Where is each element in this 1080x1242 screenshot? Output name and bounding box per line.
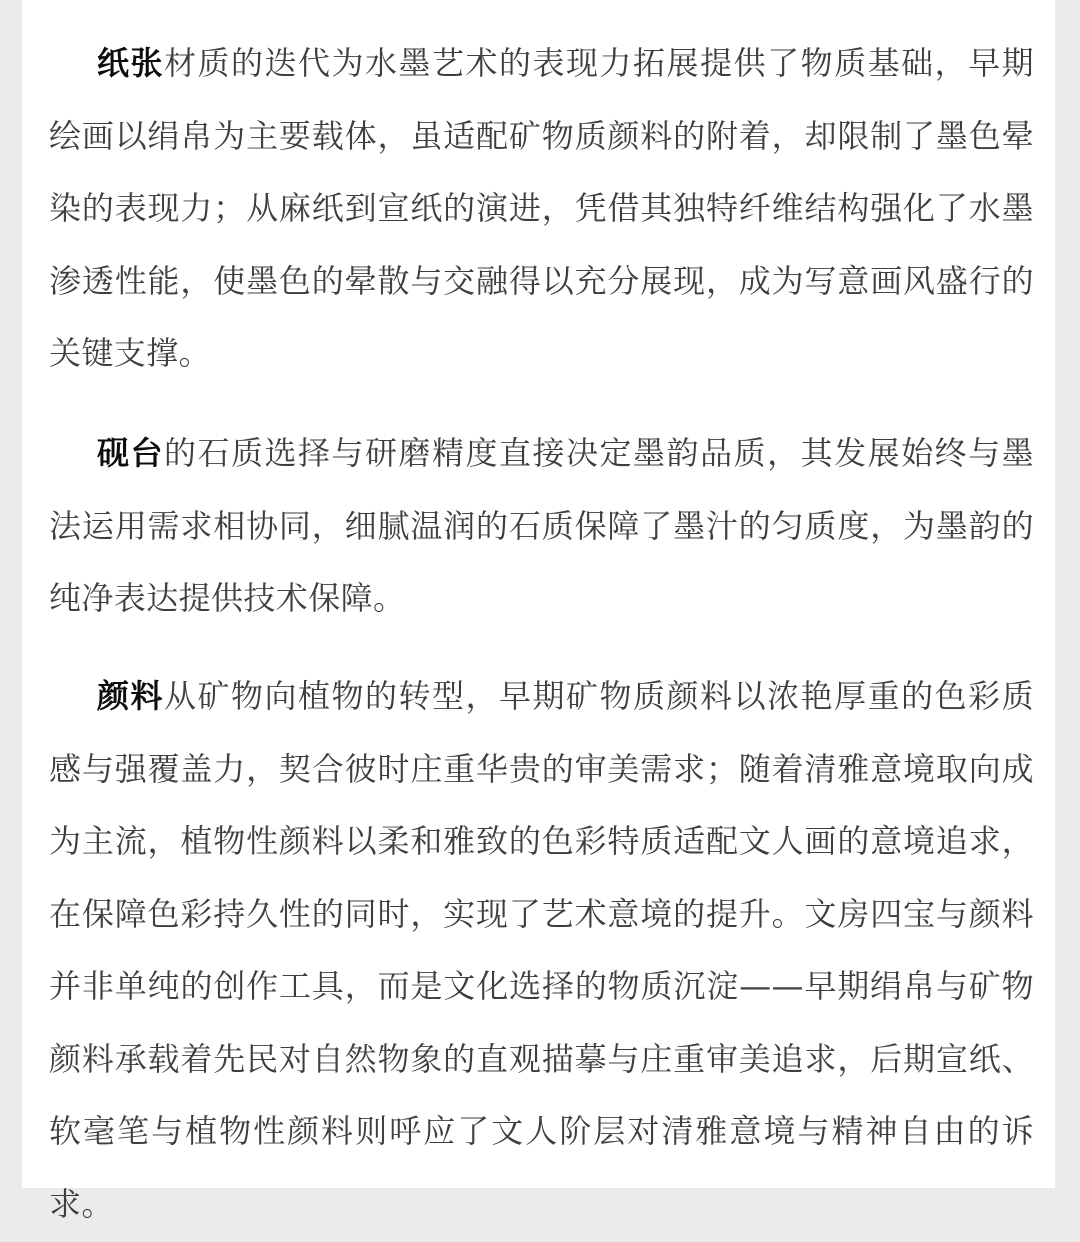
article-card <box>22 0 1055 1223</box>
paragraph-inkstone <box>49 417 1034 635</box>
lead-term-paper: 纸张 <box>97 44 165 82</box>
paragraph-paper <box>49 27 1034 390</box>
lead-term-pigment: 颜料 <box>97 677 165 715</box>
lead-term-inkstone: 砚台 <box>97 434 165 472</box>
paragraph-inkstone-text: 的石质选择与研磨精度直接决定墨韵品质，其发展始终与墨法运用需求相协同，细腻温润的石质保障了墨汁的匀质度，为墨韵的纯净表达提供技术保障。 <box>49 434 1034 617</box>
paragraph-pigment <box>49 660 1034 1240</box>
paragraph-paper-text: 材质的迭代为水墨艺术的表现力拓展提供了物质基础，早期绘画以绢帛为主要载体，虽适配矿物质颜料的附着，却限制了墨色晕染的表现力；从麻纸到宣纸的演进，凭借其独特纤维结构强化了水墨渗透性能，使墨色的晕散与交融得以充分展现，成为写意画风盛行的关键支撑。 <box>49 44 1034 372</box>
paragraph-pigment-text: 从矿物向植物的转型，早期矿物质颜料以浓艳厚重的色彩质感与强覆盖力，契合彼时庄重华贵的审美需求；随着清雅意境取向成为主流，植物性颜料以柔和雅致的色彩特质适配文人画的意境追求，在保障色彩持久性的同时，实现了艺术意境的提升。文房四宝与颜料并非单纯的创作工具，而是文化选择的物质沉淀——早期绢帛与矿物颜料承载着先民对自然物象的直观描摹与庄重审美追求，后期宣纸、软毫笔与植物性颜料则呼应了文人阶层对清雅意境与精神自由的诉求。 <box>49 677 1034 1223</box>
